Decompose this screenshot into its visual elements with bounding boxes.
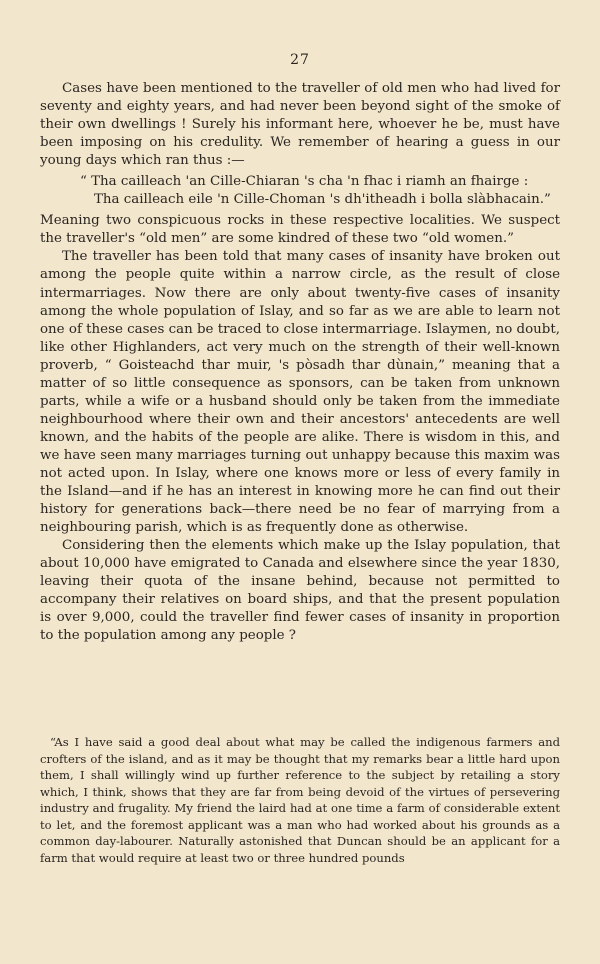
main-text [40, 80, 560, 645]
paragraph-meaning: Meaning two conspicuous rocks in these respective localities. We suspect the traveller's “old men” are some kindred of these two “old women.” [40, 213, 560, 247]
verse-line-2: Tha cailleach eile 'n Cille-Choman 's dh'itheadh i bolla slàbhacain.” [94, 192, 551, 208]
quoted-passage [40, 734, 560, 866]
page-number: 27 [290, 52, 310, 68]
paragraph-population: Considering then the elements which make up the Islay population, that about 10,000 have emigrated to Canada and elsewhere since the year 1830, leaving their quota of the insane behind, because not permitted to accompany their relatives on board ships, and that the present population is over 9,000, could the traveller find fewer cases of insanity in proportion to the population among any people ? [40, 538, 560, 644]
gaelic-verse [80, 173, 560, 209]
paragraph-old-men: Cases have been mentioned to the traveller of old men who had lived for seventy and eighty years, and had never been beyond sight of the smoke of their own dwellings ! Surely his informant here, whoever he be, must have been imposing on his credulity. We remember of hearing a guess in our young days which ran thus :— [40, 81, 560, 169]
verse-line-1: “ Tha cailleach 'an Cille-Chiaran 's cha 'n fhac i riamh an fhairge : [80, 174, 529, 190]
quoted-passage-text: “As I have said a good deal about what may be called the indigenous farmers and crofters of the island, and as it may be thought that my remarks bear a little hard upon them, I shall willingly wind up further reference to the subject by retailing a story which, I think, shows that they are far from being devoid of the virtues of persevering industry and frugality. My friend the laird had at one time a farm of considerable extent to let, and the foremost applicant was a man who had worked about his grounds as a common day-labourer. Naturally astonished that Duncan should be an applicant for a farm that would require at least two or three hundred pounds [40, 735, 560, 865]
paragraph-insanity: The traveller has been told that many cases of insanity have broken out among the people quite within a narrow circle, as the result of close intermarriages. Now there are only about twenty-five cases of insanity among the whole population of Islay, and so far as we are able to learn not one of these cases can be traced to close intermarriage. Islaymen, no doubt, like other Highlanders, act very much on the strength of their well-known proverb, “ Goisteachd thar muir, 's pòsadh thar dùnain,” meaning that a matter of so little consequence as sponsors, can be taken from unknown parts, while a wife or a husband should only be taken from the immediate neighbourhood where their own and their ancestors' antecedents are well known, and the habits of the people are alike. There is wisdom in this, and we have seen many marriages turning out unhappy because this maxim was not acted upon. In Islay, where one knows more or less of every family in the Island—and if he has an interest in knowing more he can find out their history for generations back—there need be no fear of marrying from a neighbouring parish, which is as frequently done as otherwise. [40, 249, 560, 536]
